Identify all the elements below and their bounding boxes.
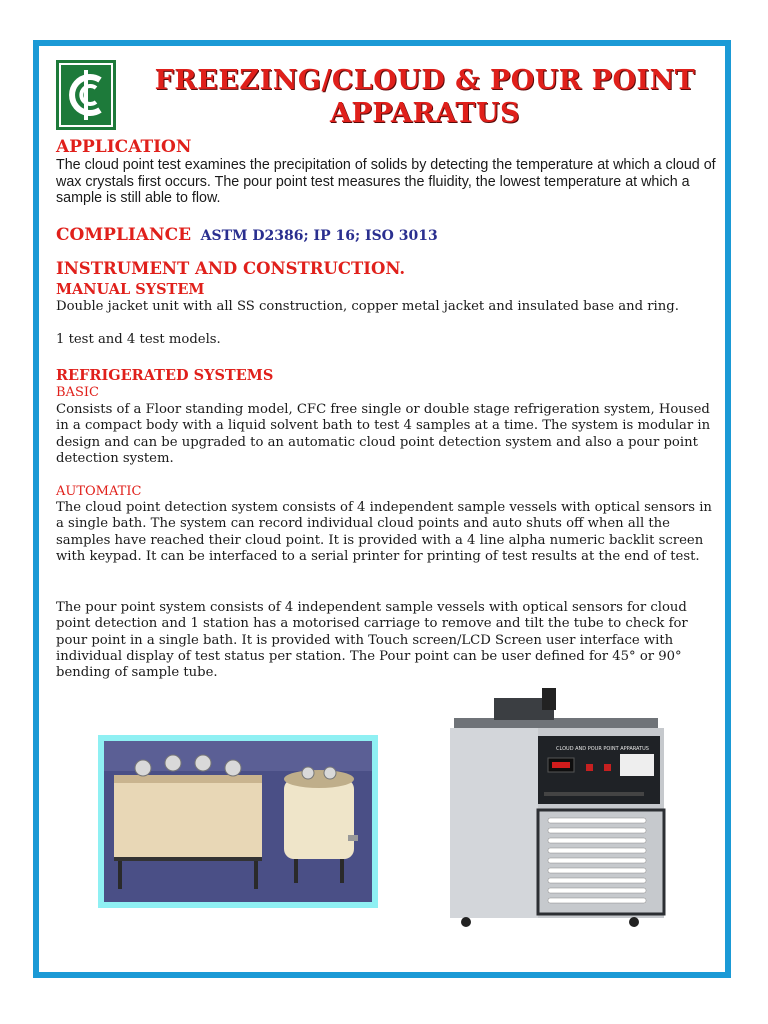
- manual-system-heading: MANUAL SYSTEM: [56, 281, 205, 298]
- automatic-text: The cloud point detection system consists of 4 independent sample vessels with optical sensors in a single bath. The system can record individual cloud points and auto shuts off when all the samples have reached their cloud point. It is provided with a 4 line alpha numeric backlit screen with keypad. It can be interfaced to a serial printer for printing of test results at the end of test.: [56, 500, 712, 564]
- application-heading: APPLICATION: [56, 137, 192, 157]
- application-text: The cloud point test examines the precipitation of solids by detecting the temperature at which a cloud of wax crystals first occurs. The pour point test measures the fluidity, the lowest temperature at which a sample is still able to flow.: [56, 157, 716, 206]
- title-line-1: FREEZING/CLOUD & POUR POINT: [154, 65, 696, 96]
- manual-system-models: 1 test and 4 test models.: [56, 332, 221, 347]
- title-line-2: APPARATUS: [329, 98, 521, 129]
- pour-point-text: The pour point system consists of 4 independent sample vessels with optical sensors for cloud point detection and 1 station has a motorised carriage to remove and tilt the tube to check for pour point in a single bath. It is provided with Touch screen/LCD Screen user interface with individual display of test status per station. The Pour point can be user defined for 45° or 90° bending of sample tube.: [56, 600, 688, 681]
- company-logo: [56, 60, 116, 130]
- basic-label: BASIC: [56, 385, 99, 400]
- page-title: [130, 64, 720, 130]
- refrigerated-unit-photo: [444, 688, 670, 928]
- unit-panel-label: CLOUD AND POUR POINT APPARATUS: [556, 746, 649, 752]
- automatic-label: AUTOMATIC: [56, 484, 142, 499]
- compliance-standards: ASTM D2386; IP 16; ISO 3013: [200, 228, 438, 244]
- basic-text: Consists of a Floor standing model, CFC free single or double stage refrigeration system, Housed in a compact body with a liquid solvent bath to test 4 samples at a time. The system is modular in design and can be upgraded to an automatic cloud point detection system and also a pour point detection system.: [56, 402, 711, 466]
- refrigerated-heading: REFRIGERATED SYSTEMS: [56, 367, 274, 384]
- manual-units-photo: [98, 735, 378, 908]
- manual-system-text: Double jacket unit with all SS construction, copper metal jacket and insulated base and ring.: [56, 299, 679, 314]
- compliance-label: COMPLIANCE: [56, 225, 192, 245]
- instrument-heading: INSTRUMENT AND CONSTRUCTION.: [56, 259, 406, 278]
- compliance-row: [56, 225, 438, 245]
